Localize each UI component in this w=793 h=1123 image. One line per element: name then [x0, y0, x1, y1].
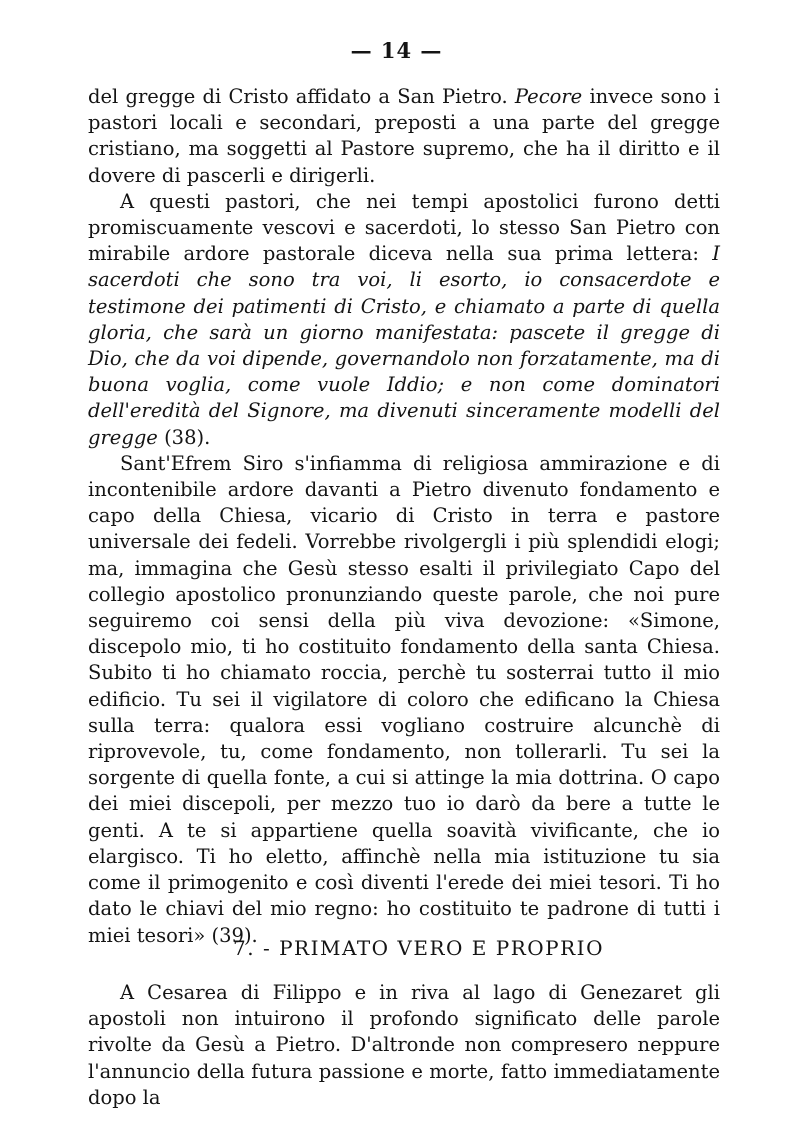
paragraph-2-quote: I sacerdoti che sono tra voi, li esorto, io consacerdote e testimone dei patimenti di Cristo, e chiamato a parte di quella gloria, che sarà un giorno manifestata: pascete il gregge di Dio, che da voi dipende, governandolo non forzatamente, ma di buona voglia, come vuole Iddio; e non come dominatori dell'eredità del Signore, ma divenuti sinceramente modelli del gregge: [88, 242, 720, 449]
section-heading: 7. - PRIMATO VERO E PROPRIO: [233, 936, 604, 960]
paragraph-2-text: A questi pastori, che nei tempi apostolici furono detti promiscuamente vescovi e sacerdoti, lo stesso San Pietro con mirabile ardore pastorale diceva nella sua prima lettera:: [88, 189, 720, 266]
page-number: — 14 —: [350, 38, 443, 63]
body-text: [88, 84, 720, 949]
body-text-2: [88, 980, 720, 1111]
paragraph-4: A Cesarea di Filippo e in riva al lago di Genezaret gli apostoli non intuirono il profondo significato delle parole rivolte da Gesù a Pietro. D'altronde non compresero neppure l'annuncio della futura passione e morte, fatto immediatamente dopo la: [88, 981, 720, 1109]
footnote-ref-38: (38).: [164, 425, 211, 449]
paragraph-1-text: del gregge di Cristo affidato a San Pietro.: [88, 85, 515, 108]
footnote-ref-39: (39).: [211, 923, 258, 947]
paragraph-1-rest: invece sono i pastori locali e secondari, preposti a una parte del gregge cristiano, ma soggetti al Pastore supremo, che ha il diritto e il dovere di pascerli e dirigerli.: [88, 85, 720, 187]
paragraph-1-italic: Pecore: [514, 85, 583, 108]
paragraph-3-text: Sant'Efrem Siro s'infiamma di religiosa ammirazione e di incontenibile ardore davanti a Pietro divenuto fondamento e capo della Chiesa, vicario di Cristo in terra e pastore universale dei fedeli. Vorrebbe rivolgergli i più splendidi elogi; ma, immagina che Gesù stesso esalti il privilegiato Capo del collegio apostolico pronunziando queste parole, che noi pure seguiremo coi sensi della più viva devozione: «Simone, discepolo mio, ti ho costituito fondamento della santa Chiesa. Subito ti ho chiamato roccia, perchè tu sosterrai tutto il mio edificio. Tu sei il vigilatore di coloro che edificano la Chiesa sulla terra: qualora essi vogliano costruire alcunchè di riprovevole, tu, come fondamento, non tollerarli. Tu sei la sorgente di quella fonte, a cui si attinge la mia dottrina. O capo dei miei discepoli, per mezzo tuo io darò da bere a tutte le genti. A te si appartiene quella soavità vivificante, che io elargisco. Ti ho eletto, affinchè nella mia istituzione tu sia come il primogenito e così diventi l'erede dei miei tesori. Ti ho dato le chiavi del mio regno: ho costituito te padrone di tutti i miei tesori»: [88, 451, 720, 947]
paragraph-1: [88, 84, 720, 189]
paragraph-2: [88, 189, 720, 451]
paragraph-3: [88, 451, 720, 949]
